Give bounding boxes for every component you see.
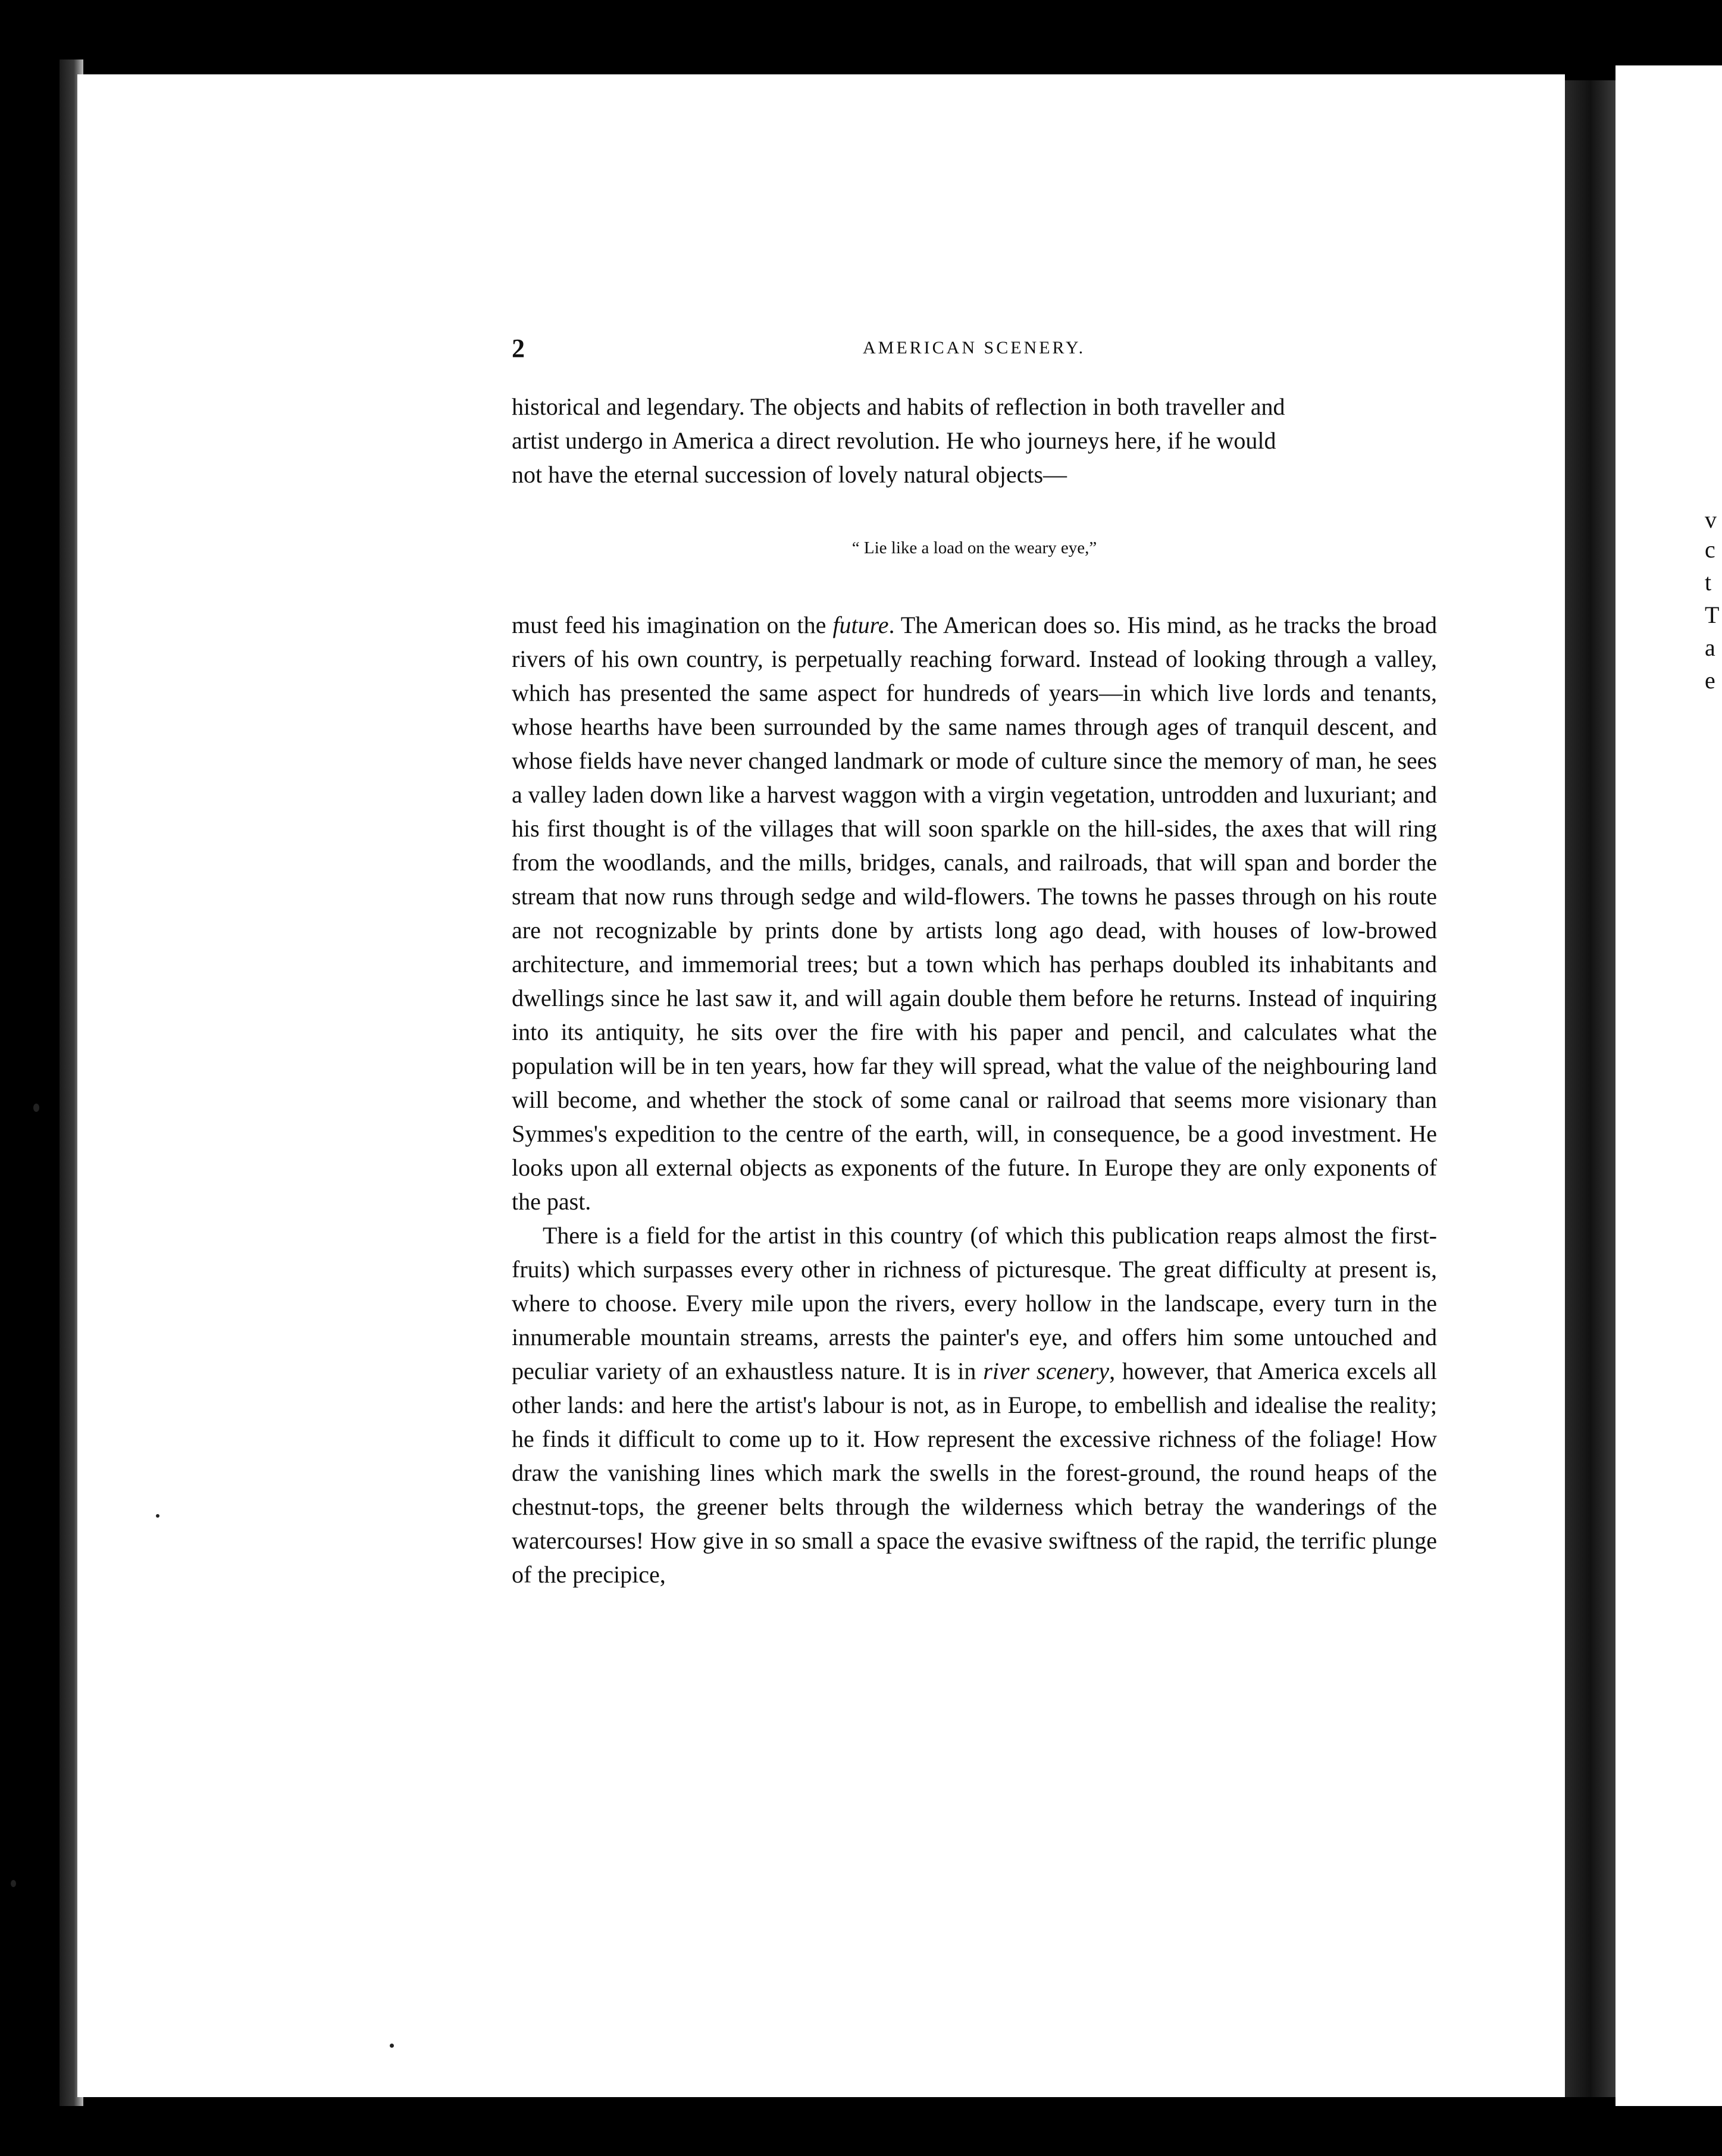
scan-speck — [11, 1880, 16, 1887]
book-gutter — [1565, 80, 1615, 2097]
facing-page-fragment: t — [1705, 569, 1712, 596]
facing-page-fragment: a — [1705, 634, 1715, 661]
scan-speck — [33, 1104, 39, 1112]
paragraph-1-start: must feed his imagination on the — [512, 612, 833, 638]
facing-page-fragment: v — [1705, 506, 1717, 533]
paragraph-1-rest: . The American does so. His mind, as he tracks the broad rivers of his own country, is perpetually reaching forward. Instead of looking through a valley, which has presented the same aspect for hundreds of years—in which live lords and tenants, whose hearths have been surrounded by the same names through ages of tranquil descent, and whose fields have never changed landmark or mode of culture since the memory of man, he sees a valley laden down like a harvest waggon with a virgin vegetation, untrodden and luxuriant; and his first thought is of the villages that will soon sparkle on the hill-sides, the axes that will ring from the woodlands, and the mills, bridges, canals, and railroads, that will span and border the stream that now runs through sedge and wild-flowers. The towns he passes through on his route are not recognizable by prints done by artists long ago dead, with houses of low-browed architecture, and immemorial trees; but a town which has perhaps doubled its inhabitants and dwellings since he last saw it, and will again double them before he returns. Instead of inquiring into its antiquity, he sits over the fire with his paper and pencil, and calculates what the population will be in ten years, how far they will spread, what the value of the neighbouring land will become, and whether the stock of some canal or railroad that seems more visionary than Symmes's expedition to the centre of the earth, will, in consequence, be a good investment. He looks upon all external objects as exponents of the future. In Europe they are only exponents of the past. — [512, 612, 1437, 1215]
facing-page-fragment: e — [1705, 667, 1715, 694]
verse-quotation: “ Lie like a load on the weary eye,” — [851, 538, 1097, 557]
emphasis-future: future — [832, 612, 889, 638]
emphasis-river-scenery: river scenery — [983, 1358, 1110, 1384]
facing-page-fragment: c — [1705, 536, 1715, 563]
text-line: historical and legendary. The objects and habits of reflection in both traveller and — [512, 393, 1285, 420]
paragraph-2-rest: , however, that America excels all other lands: and here the artist's labour is not, as in Europe, to embellish and idealise the reality; he finds it difficult to come up to it. How represent the excessive richness of the foliage! How draw the vanishing lines which mark the swells in the forest-ground, the round heaps of the chestnut-tops, the greener belts through the wilderness which betray the wanderings of the watercourses! How give in so small a space the evasive swiftness of the rapid, the terrific plunge of the precipice, — [512, 1358, 1437, 1588]
paragraph-2-start: There is a field for the artist in this country (of which this publication reaps almost the first-fruits) which surpasses every other in richness of picturesque. The great difficulty at present is, where to choose. Every mile upon the rivers, every hollow in the landscape, every turn in the innumerable mountain streams, arrests the painter's eye, and offers him some untouched and peculiar variety of an exhaustless nature. It is in — [512, 1222, 1437, 1384]
body-text — [512, 608, 1437, 1591]
page-header — [512, 333, 1437, 369]
text-line: not have the eternal succession of lovely natural objects— — [512, 461, 1067, 488]
scan-speck — [390, 2044, 394, 2048]
facing-page-fragment: T — [1705, 601, 1720, 628]
scan-speck — [156, 1514, 159, 1518]
paragraph-2 — [512, 1218, 1437, 1591]
paragraph-1 — [512, 608, 1437, 1218]
running-head: AMERICAN SCENERY. — [863, 338, 1086, 358]
text-line: artist undergo in America a direct revolution. He who journeys here, if he would — [512, 427, 1276, 454]
opening-lines — [512, 390, 1437, 491]
facing-page-edge — [1615, 65, 1722, 2106]
page-number: 2 — [512, 334, 525, 363]
